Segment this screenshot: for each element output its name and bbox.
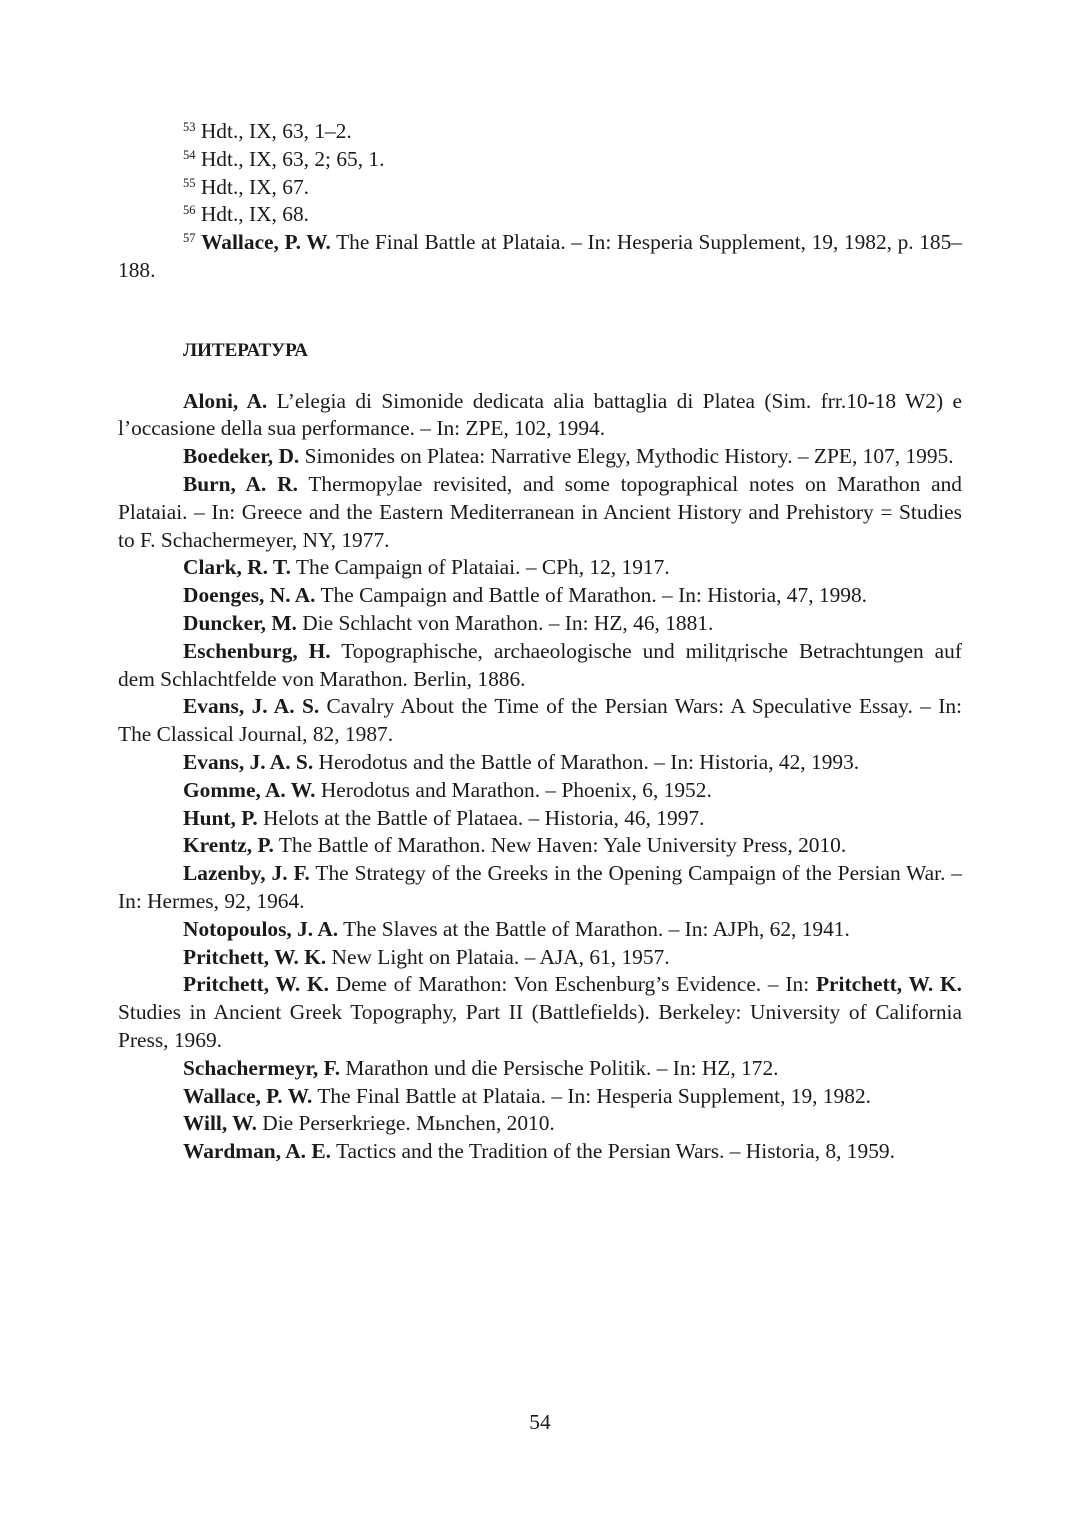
entry-author-secondary: Pritchett, W. K. [815, 972, 962, 997]
footnote [118, 118, 962, 146]
footnote-number: 53 [183, 120, 196, 134]
entry-author: Hunt, P. [183, 805, 258, 830]
bibliography-entry [118, 443, 962, 471]
entry-text: The Slaves at the Battle of Marathon. – In: AJPh, 62, 1941. [338, 916, 850, 941]
bibliography-entry [118, 944, 962, 972]
entry-author: Notopoulos, J. A. [183, 916, 339, 941]
entry-text: New Light on Plataia. – AJA, 61, 1957. [326, 944, 670, 969]
entry-text: Marathon und die Persische Politik. – In: HZ, 172. [340, 1055, 779, 1080]
footnote [118, 229, 962, 285]
footnote-text: Hdt., IX, 68. [200, 202, 309, 227]
bibliography-heading: ЛИТЕРАТУРА [183, 339, 309, 361]
footnote [118, 174, 962, 202]
entry-text: Herodotus and Marathon. – Phoenix, 6, 1952. [315, 777, 712, 802]
bibliography-entry [118, 554, 962, 582]
entry-text: Helots at the Battle of Plataea. – Historia, 46, 1997. [257, 805, 705, 830]
footnote-number: 55 [183, 175, 196, 190]
entry-text: Topographische, archaeologische und militдrische Betrachtungen auf dem Schlachtfelde von Marathon. Berlin, 1886. [118, 638, 962, 691]
bibliography-entry [118, 1055, 962, 1083]
bibliography-entry [118, 832, 962, 860]
entry-text: Cavalry About the Time of the Persian Wars: A Speculative Essay. – In: The Classical Journal, 82, 1987. [118, 694, 962, 747]
bibliography-entry [118, 805, 962, 833]
bibliography-entry [118, 388, 962, 444]
entry-author: Krentz, P. [183, 833, 274, 858]
footnote-number: 54 [183, 147, 196, 162]
entry-text: The Campaign of Plataiai. – CPh, 12, 1917. [290, 555, 670, 580]
bibliography-entry [118, 1110, 962, 1138]
bibliography-entry [118, 638, 962, 694]
bibliography-entry [118, 693, 962, 749]
entry-author: Wallace, P. W. [183, 1083, 313, 1108]
entry-text-secondary: Studies in Ancient Greek Topography, Part II (Battlefields). Berkeley: University of California Press, 1969. [118, 1000, 962, 1052]
footnotes-section [118, 118, 962, 285]
entry-author: Evans, J. A. S. [183, 694, 320, 719]
entry-author: Evans, J. A. S. [183, 749, 314, 774]
page-number: 54 [529, 1410, 551, 1434]
bibliography-entry [118, 916, 962, 944]
entry-text: The Final Battle at Plataia. – In: Hesperia Supplement, 19, 1982. [312, 1083, 871, 1108]
entry-text: Thermopylae revisited, and some topographical notes on Marathon and Plataiai. – In: Greece and the Eastern Mediterranean in Ancient History and Prehistory = Studies to F. Schachermeyer, NY, 1977. [118, 471, 962, 552]
bibliography-list [118, 388, 962, 1166]
footnote [118, 146, 962, 174]
bibliography-entry [118, 777, 962, 805]
entry-author: Pritchett, W. K. [183, 944, 327, 969]
entry-author: Duncker, M. [183, 610, 297, 635]
entry-text: The Battle of Marathon. New Haven: Yale University Press, 2010. [273, 833, 847, 858]
footnote-text: Hdt., IX, 63, 2; 65, 1. [200, 146, 385, 171]
entry-author: Doenges, N. A. [183, 583, 316, 608]
entry-author: Wardman, A. E. [183, 1139, 331, 1164]
bibliography-entry [118, 471, 962, 554]
bibliography-entry [118, 749, 962, 777]
footnote-text: Hdt., IX, 67. [200, 174, 309, 199]
entry-author: Burn, A. R. [183, 471, 298, 496]
footnote [118, 201, 962, 229]
entry-author: Pritchett, W. K. [183, 972, 330, 997]
bibliography-entry [118, 971, 962, 1054]
entry-author: Boedeker, D. [183, 444, 300, 469]
entry-text: L’elegia di Simonide dedicata alia battaglia di Platea (Sim. frr.10-18 W2) e l’occasione della sua performance. – In: ZPE, 102, 1994. [118, 388, 962, 441]
footnote-text: Hdt., IX, 63, 1–2. [200, 119, 352, 143]
footnote-author: Wallace, P. W. [201, 230, 331, 255]
entry-author: Gomme, A. W. [183, 777, 316, 802]
page-body [118, 118, 962, 1166]
footnote-number: 56 [183, 203, 196, 218]
entry-text: Tactics and the Tradition of the Persian Wars. – Historia, 8, 1959. [330, 1139, 895, 1164]
bibliography-entry [118, 1083, 962, 1111]
entry-text: The Strategy of the Greeks in the Opening Campaign of the Persian War. – In: Hermes, 92, 1964. [118, 861, 963, 913]
entry-text: Herodotus and the Battle of Marathon. – In: Historia, 42, 1993. [313, 749, 860, 774]
entry-author: Lazenby, J. F. [183, 861, 310, 886]
entry-author: Will, W. [183, 1111, 257, 1136]
entry-text: Die Perserkriege. Mьnchen, 2010. [256, 1111, 555, 1136]
entry-author: Clark, R. T. [183, 555, 291, 580]
bibliography-entry [118, 860, 962, 916]
entry-author: Schachermeyr, F. [183, 1055, 341, 1080]
entry-text: Die Schlacht von Marathon. – In: HZ, 46, 1881. [296, 610, 714, 635]
entry-author: Aloni, A. [183, 388, 268, 413]
bibliography-entry [118, 610, 962, 638]
bibliography-entry [118, 1138, 962, 1166]
entry-text: Deme of Marathon: Von Eschenburg’s Evidence. – In: [329, 972, 816, 997]
footnote-number: 57 [183, 231, 196, 246]
footnote-text: The Final Battle at Plataia. – In: Hesperia Supplement, 19, 1982, p. 185–188. [118, 230, 962, 282]
entry-text: The Campaign and Battle of Marathon. – In: Historia, 47, 1998. [315, 583, 868, 608]
entry-author: Eschenburg, H. [183, 638, 331, 663]
bibliography-entry [118, 582, 962, 610]
entry-text: Simonides on Platea: Narrative Elegy, Mythodic History. – ZPE, 107, 1995. [299, 444, 954, 469]
